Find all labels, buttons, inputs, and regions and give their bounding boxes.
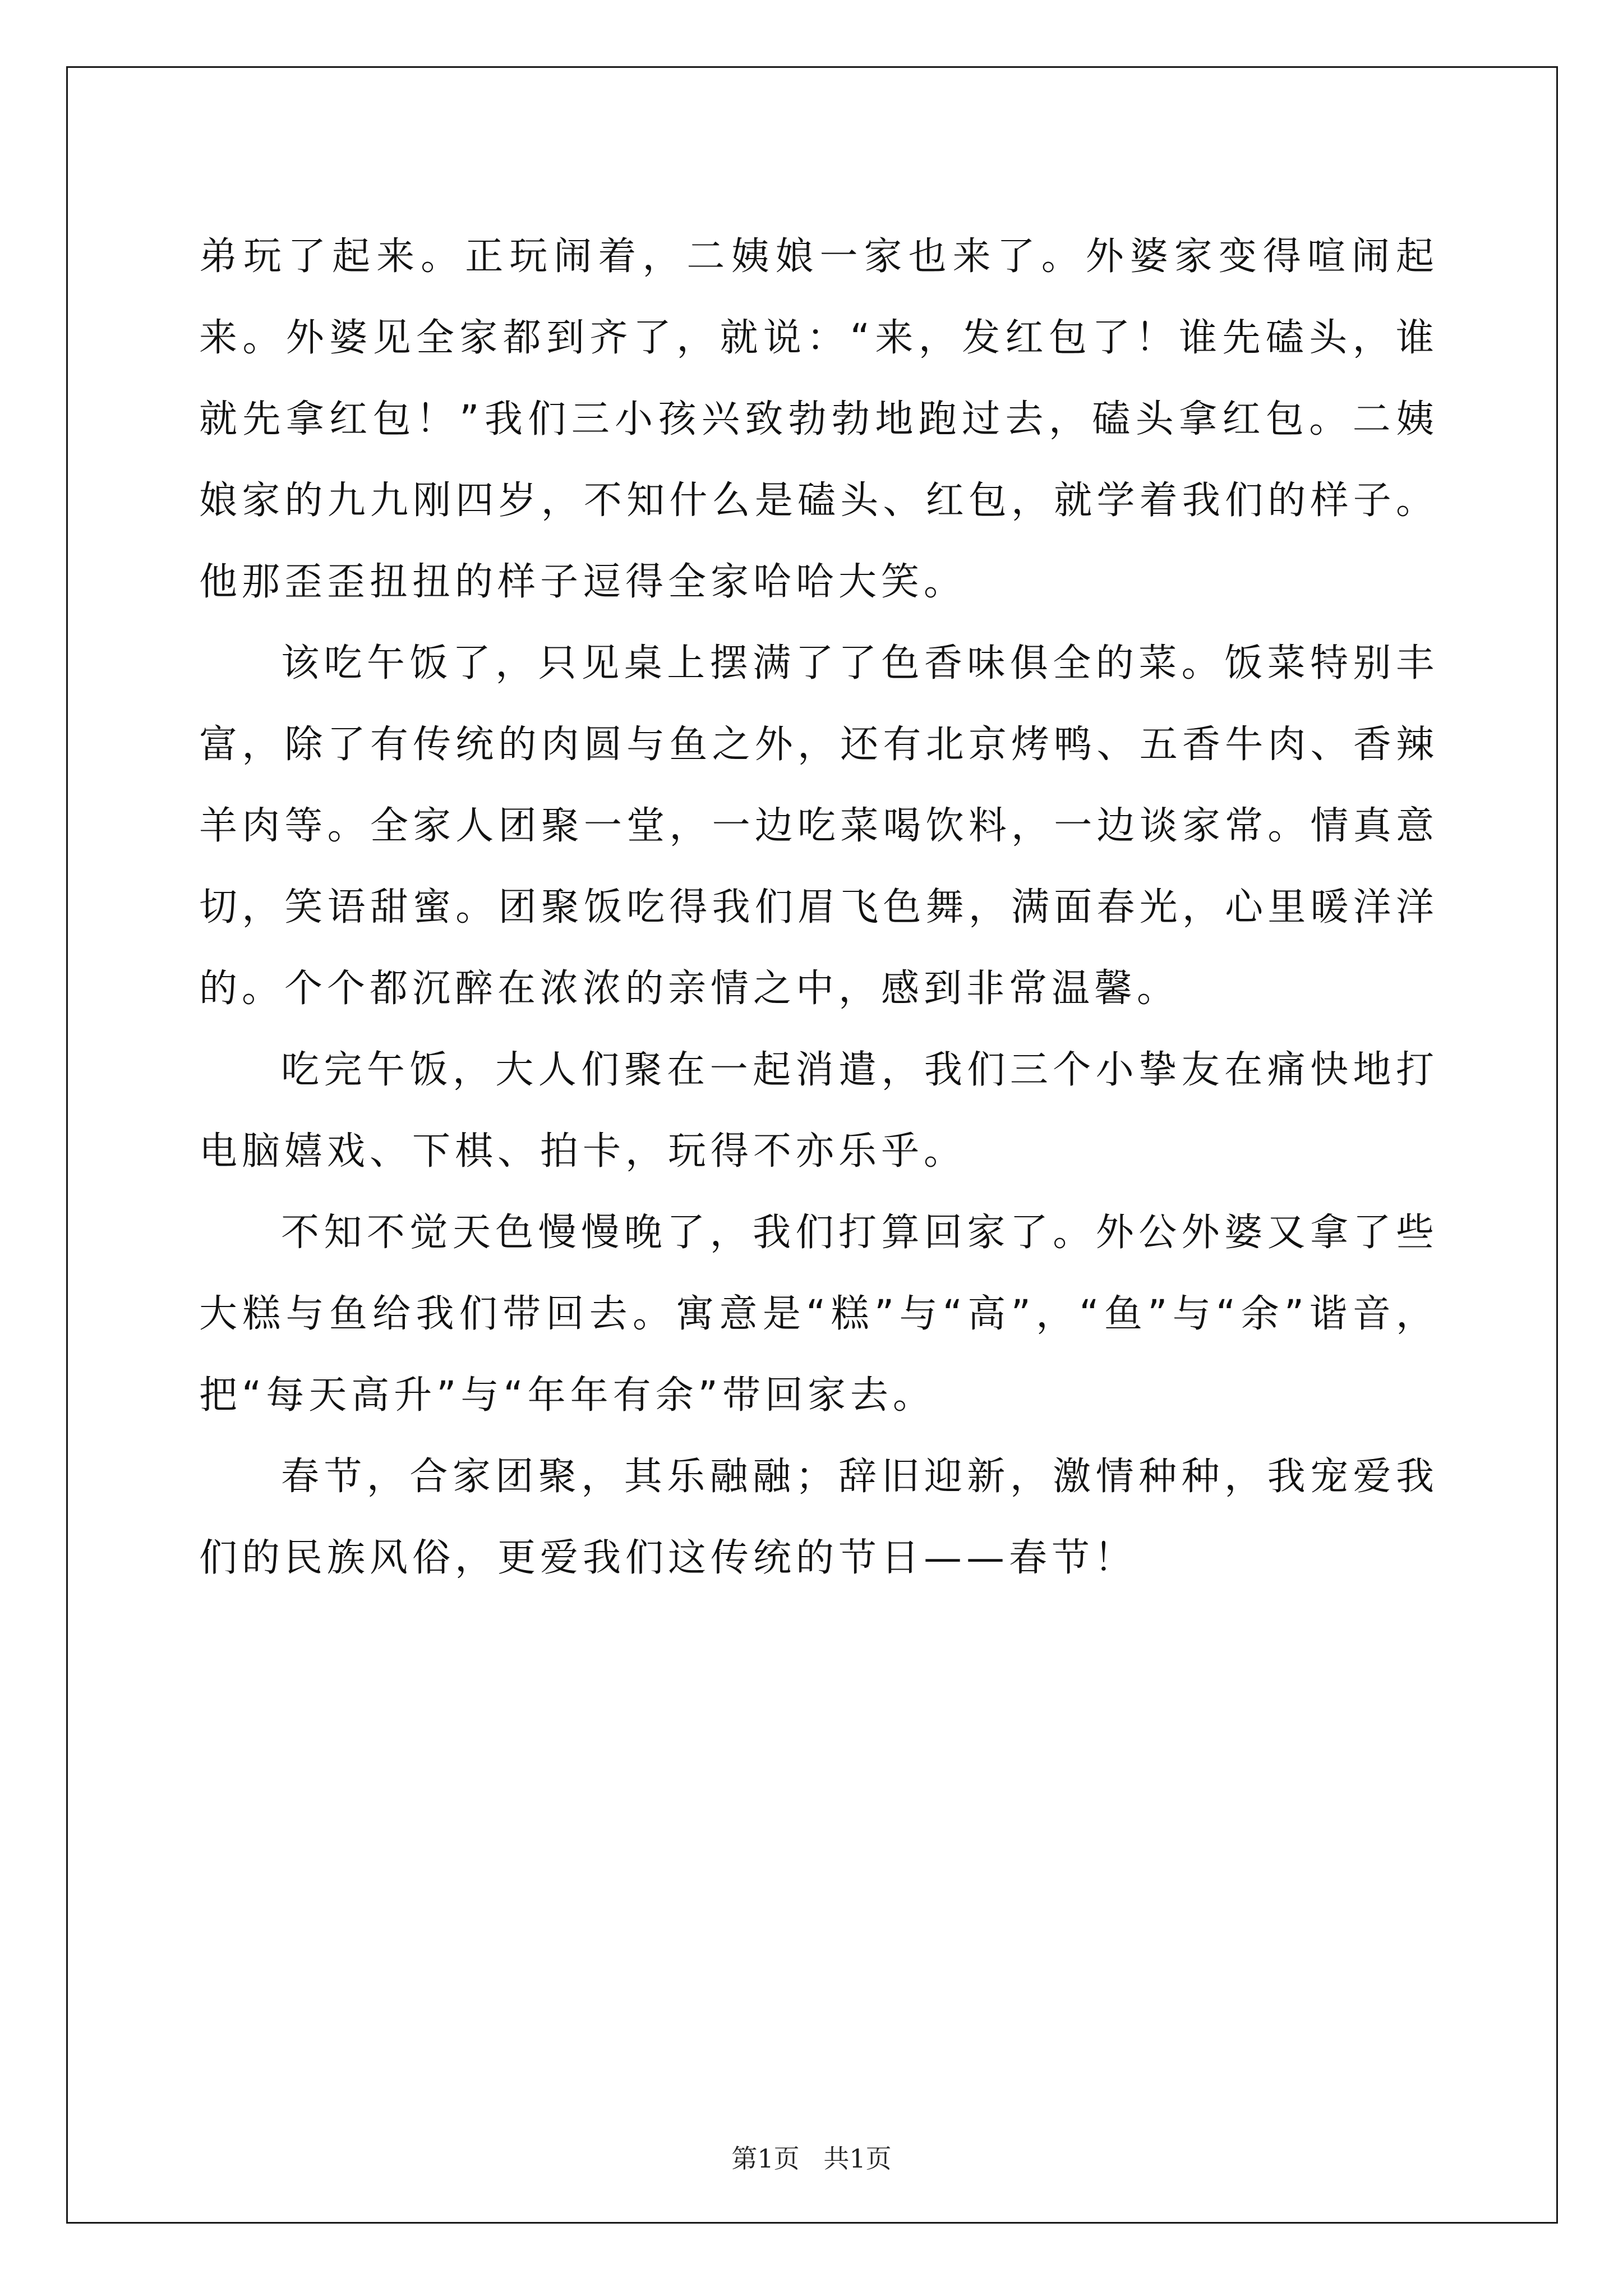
- document-body: [199, 216, 1438, 1599]
- page-number-current: 第1页: [731, 2143, 800, 2174]
- paragraph-5: 春节，合家团聚，其乐融融；辞旧迎新，激情种种，我宠爱我们的民族风俗，更爱我们这传统的节日——春节！: [199, 1455, 1438, 1580]
- paragraph-4: 不知不觉天色慢慢晚了，我们打算回家了。外公外婆又拿了些大糕与鱼给我们带回去。寓意是“糕”与“高”，“鱼”与“余”谐音，把“每天高升”与“年年有余”带回家去。: [199, 1211, 1438, 1418]
- page-footer: [0, 2142, 1623, 2175]
- paragraph-2: 该吃午饭了，只见桌上摆满了了色香味俱全的菜。饭菜特别丰富，除了有传统的肉圆与鱼之外，还有北京烤鸭、五香牛肉、香辣羊肉等。全家人团聚一堂，一边吃菜喝饮料，一边谈家常。情真意切，笑语甜蜜。团聚饭吃得我们眉飞色舞，满面春光，心里暖洋洋的。个个都沉醉在浓浓的亲情之中，感到非常温馨。: [199, 641, 1438, 1011]
- paragraph-3: 吃完午饭，大人们聚在一起消遣，我们三个小挚友在痛快地打电脑嬉戏、下棋、拍卡，玩得不亦乐乎。: [199, 1048, 1438, 1174]
- paragraph-1: 弟玩了起来。正玩闹着，二姨娘一家也来了。外婆家变得喧闹起来。外婆见全家都到齐了，就说：“来，发红包了！谁先磕头，谁就先拿红包！”我们三小孩兴致勃勃地跑过去，磕头拿红包。二姨娘家的九九刚四岁，不知什么是磕头、红包，就学着我们的样子。他那歪歪扭扭的样子逗得全家哈哈大笑。: [199, 234, 1438, 604]
- page-number-total: 共1页: [823, 2143, 892, 2174]
